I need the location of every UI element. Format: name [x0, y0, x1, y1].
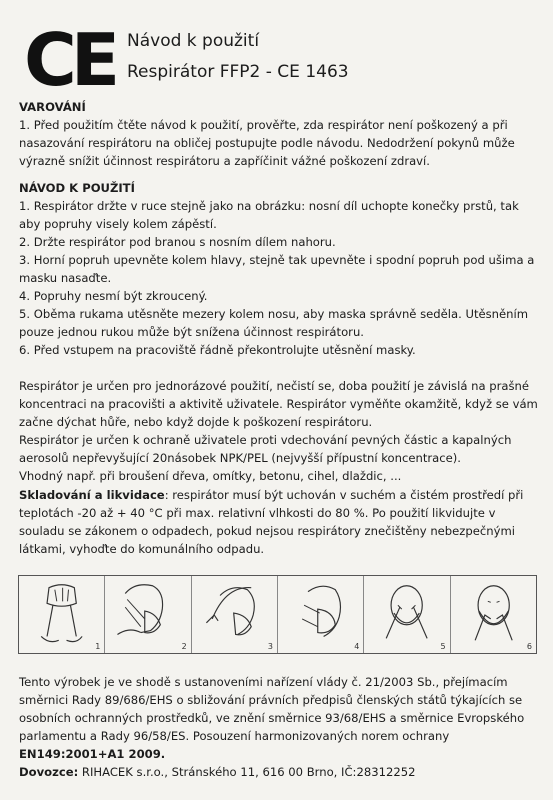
panel-number: 4 [354, 642, 360, 651]
instructions-heading: NÁVOD K POUŽITÍ [19, 181, 135, 195]
panel-number: 5 [440, 642, 446, 651]
instruction-step-6: 6. Před vstupem na pracoviště řádně překontrolujte utěsnění masky. [19, 343, 416, 357]
conformity-statement: Tento výrobek je ve shodě s ustanoveními nařízení vlády č. 21/2003 Sb., přejímacím směrnici Rady 89/686/EHS o sbližování právních předpisů členských států týkajících se osobních ochranných prostředků, ve znění směrnice 93/68/EHS a směrnice Evropského parlamentu a Rady 96/58/ES. Posouzení harmonizovaných norem ochrany [19, 675, 525, 743]
panel-number: 1 [95, 642, 101, 651]
instruction-step-4: 4. Popruhy nesmí být zkroucený. [19, 289, 208, 303]
footer-section [19, 673, 539, 781]
instruction-step-2: 2. Držte respirátor pod branou s nosním dílem nahoru. [19, 235, 336, 249]
press-nosepiece-icon [364, 576, 449, 653]
place-mask-under-chin-icon [105, 576, 190, 653]
usage-info-paragraph-1: Respirátor je určen pro jednorázové použití, nečistí se, doba použití je závislá na prašné koncentraci na pracovišti a aktivitě uživatele. Respirátor vyměňte okamžitě, když se vám začne dýchat hůře, nebo když dojde k poškození respirátoru. [19, 379, 538, 429]
warning-heading: VAROVÁNÍ [19, 100, 86, 114]
document-title: Návod k použití [127, 31, 260, 51]
storage-label: Skladování a likvidace [19, 488, 165, 502]
panel-number: 3 [267, 642, 273, 651]
illustration-panel-3 [192, 576, 278, 653]
panel-number: 2 [181, 642, 187, 651]
illustration-strip [18, 575, 537, 654]
panel-number: 6 [526, 642, 532, 651]
importer-address: RIHACEK s.r.o., Stránského 11, 616 00 Brno, IČ:28312252 [78, 765, 416, 779]
usage-info-paragraph-3: Vhodný např. při broušení dřeva, omítky, betonu, cihel, dlaždic, ... [19, 469, 402, 483]
illustration-panel-1 [19, 576, 105, 653]
illustration-panel-5 [364, 576, 450, 653]
warning-section [19, 98, 539, 170]
instruction-step-3: 3. Horní popruh upevněte kolem hlavy, stejně tak upevněte i spodní popruh pod ušima a masku nasaďte. [19, 253, 535, 285]
instruction-step-1: 1. Respirátor držte v ruce stejně jako na obrázku: nosní díl uchopte konečky prstů, tak aby popruhy visely kolem zápěstí. [19, 199, 519, 231]
usage-info-section [19, 377, 539, 485]
pull-strap-over-head-icon [192, 576, 277, 653]
instructions-section [19, 179, 539, 359]
storage-section [19, 486, 539, 558]
mask-fitted-side-view-icon [278, 576, 363, 653]
ce-mark-logo: CE [24, 18, 115, 102]
instruction-step-5: 5. Oběma rukama utěsněte mezery kolem nosu, aby maska správně seděla. Utěsněním pouze jednou rukou může být snížena účinnost respirátoru. [19, 307, 529, 339]
usage-info-paragraph-2: Respirátor je určen k ochraně uživatele proti vdechování pevných částic a kapalných aerosolů nepřevyšující 20násobek NPK/PEL (nejvyšší přípustní koncentrace). [19, 433, 512, 465]
importer-label: Dovozce: [19, 765, 79, 779]
product-title: Respirátor FFP2 - CE 1463 [127, 62, 349, 82]
storage-text: : respirátor musí být uchován v suchém a čistém prostředí při teplotách -20 až + 40 °C při max. relativní vlhkosti do 80 %. Po použití likvidujte v souladu se zákonem o odpadech, pokud nejsou respirátory znečištěny nebezpečnými látkami, vyhoďte do komunálního odpadu. [19, 488, 524, 556]
illustration-panel-6 [451, 576, 536, 653]
illustration-panel-2 [105, 576, 191, 653]
illustration-panel-4 [278, 576, 364, 653]
seal-check-icon [451, 576, 536, 653]
standard-reference: EN149:2001+A1 2009. [19, 747, 166, 761]
hand-holding-mask-icon [19, 576, 104, 653]
warning-text: 1. Před použitím čtěte návod k použití, prověřte, zda respirátor není poškozený a při nasazování respirátoru na obličej postupujte podle návodu. Nedodržení pokynů může výrazně snížit účinnost respirátoru a zapříčinit vážné poškození zdraví. [19, 118, 515, 168]
